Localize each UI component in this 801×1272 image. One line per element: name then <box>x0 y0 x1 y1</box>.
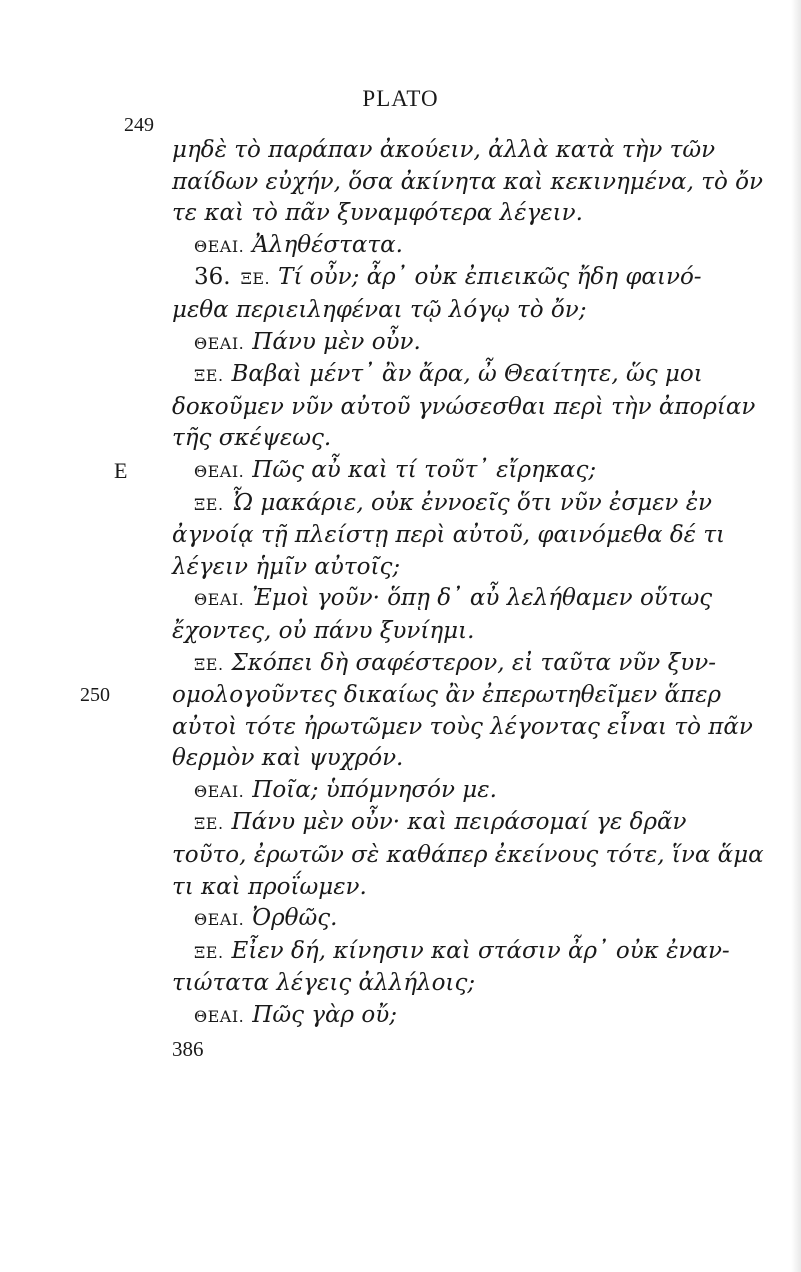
text-line: E ΘΕΑΙ. Πῶς αὖ καὶ τί τοῦτ᾿ εἴρηκας; <box>172 455 772 488</box>
text-line: τε καὶ τὸ πᾶν ξυναμφότερα λέγειν. <box>172 200 583 227</box>
speaker-label: ΞΕ. <box>194 942 224 962</box>
text-line: ΞΕ. Εἶεν δή, κίνησιν καὶ στάσιν ἆρ᾿ οὐκ ἐναν- <box>194 937 730 964</box>
text-line: θερμὸν καὶ ψυχρόν. <box>172 745 404 772</box>
text-line: ΞΕ. Ὦ μακάριε, οὐκ ἐννοεῖς ὅτι νῦν ἐσμεν ἐν <box>194 489 713 516</box>
text-line: αὐτοὶ τότε ἠρωτῶμεν τοὺς λέγοντας εἶναι τὸ πᾶν <box>172 713 753 740</box>
speaker-label: ΘΕΑΙ. <box>194 910 245 930</box>
speaker-label: ΘΕΑΙ. <box>194 1007 245 1027</box>
text-line: ΘΕΑΙ. Πάνυ μὲν οὖν. <box>194 328 421 355</box>
speaker-label: ΘΕΑΙ. <box>194 781 245 801</box>
bottom-page-number: 386 <box>172 1037 204 1061</box>
speaker-label: ΞΕ. <box>194 654 224 674</box>
top-page-number: 249 <box>124 114 154 136</box>
text-line: ΞΕ. Βαβαὶ μέντ᾿ ἂν ἄρα, ὦ Θεαίτητε, ὥς μοι <box>194 361 703 388</box>
text-line: ΘΕΑΙ. Ὀρθῶς. <box>194 905 338 932</box>
speaker-label: ΘΕΑΙ. <box>194 461 245 481</box>
section-number: 36. <box>194 264 231 291</box>
text-line: τῆς σκέψεως. <box>172 425 332 452</box>
text-line: ἔχοντες, οὐ πάνυ ξυνίημι. <box>172 617 475 644</box>
text-line: ἀγνοίᾳ τῇ πλείστῃ περὶ αὐτοῦ, φαινόμεθα δέ τι <box>172 522 726 549</box>
speaker-label: ΞΕ. <box>194 366 224 386</box>
text-line: ΞΕ. Σκόπει δὴ σαφέστερον, εἰ ταῦτα νῦν ξυν- <box>194 649 717 676</box>
speaker-label: ΘΕΑΙ. <box>194 236 245 256</box>
margin-letter-e: E <box>114 457 128 483</box>
speaker-label: ΘΕΑΙ. <box>194 333 245 353</box>
greek-text-block <box>80 135 772 1033</box>
running-head: PLATO <box>362 86 439 111</box>
page-edge-shadow <box>791 0 801 1272</box>
text-line: δοκοῦμεν νῦν αὐτοῦ γνώσεσθαι περὶ τὴν ἀπορίαν <box>172 393 756 420</box>
text-line: ΘΕΑΙ. Ποῖα; ὑπόμνησόν με. <box>194 776 497 803</box>
text-line: παίδων εὐχήν, ὅσα ἀκίνητα καὶ κεκινημένα, τὸ ὄν <box>172 168 763 195</box>
text-line: ΞΕ. Πάνυ μὲν οὖν· καὶ πειράσομαί γε δρᾶν <box>194 809 687 836</box>
text-line: μεθα περιειληφέναι τῷ λόγῳ τὸ ὄν; <box>172 296 587 323</box>
text-line: τιώτατα λέγεις ἀλλήλοις; <box>172 970 476 997</box>
text-line: τοῦτο, ἐρωτῶν σὲ καθάπερ ἐκείνους τότε, ἵνα ἅμα <box>172 842 764 869</box>
text-line: μηδὲ τὸ παράπαν ἀκούειν, ἀλλὰ κατὰ τὴν τῶν <box>172 137 716 163</box>
text-line: 250 ομολογοῦντες δικαίως ἂν ἐπερωτηθεῖμεν ἅπερ <box>172 680 772 712</box>
text-line: ΘΕΑΙ. Ἐμοὶ γοῦν· ὅπῃ δ᾿ αὖ λελήθαμεν οὕτως <box>194 585 713 612</box>
speaker-label: ΘΕΑΙ. <box>194 590 245 610</box>
speaker-label: ΞΕ. <box>194 494 224 514</box>
speaker-label: ΞΕ. <box>194 814 224 834</box>
margin-number-250: 250 <box>80 684 110 707</box>
text-line: 36. ΞΕ. Τί οὖν; ἆρ᾿ οὐκ ἐπιεικῶς ἤδη φαινό- <box>194 264 702 291</box>
text-line: ΘΕΑΙ. Πῶς γὰρ οὔ; <box>194 1002 397 1029</box>
text-line: τι καὶ προΐωμεν. <box>172 873 367 900</box>
speaker-label: ΞΕ. <box>240 269 271 289</box>
text-line: ΘΕΑΙ. Ἀληθέστατα. <box>194 231 403 258</box>
text-line: λέγειν ἡμῖν αὐτοῖς; <box>172 553 401 580</box>
